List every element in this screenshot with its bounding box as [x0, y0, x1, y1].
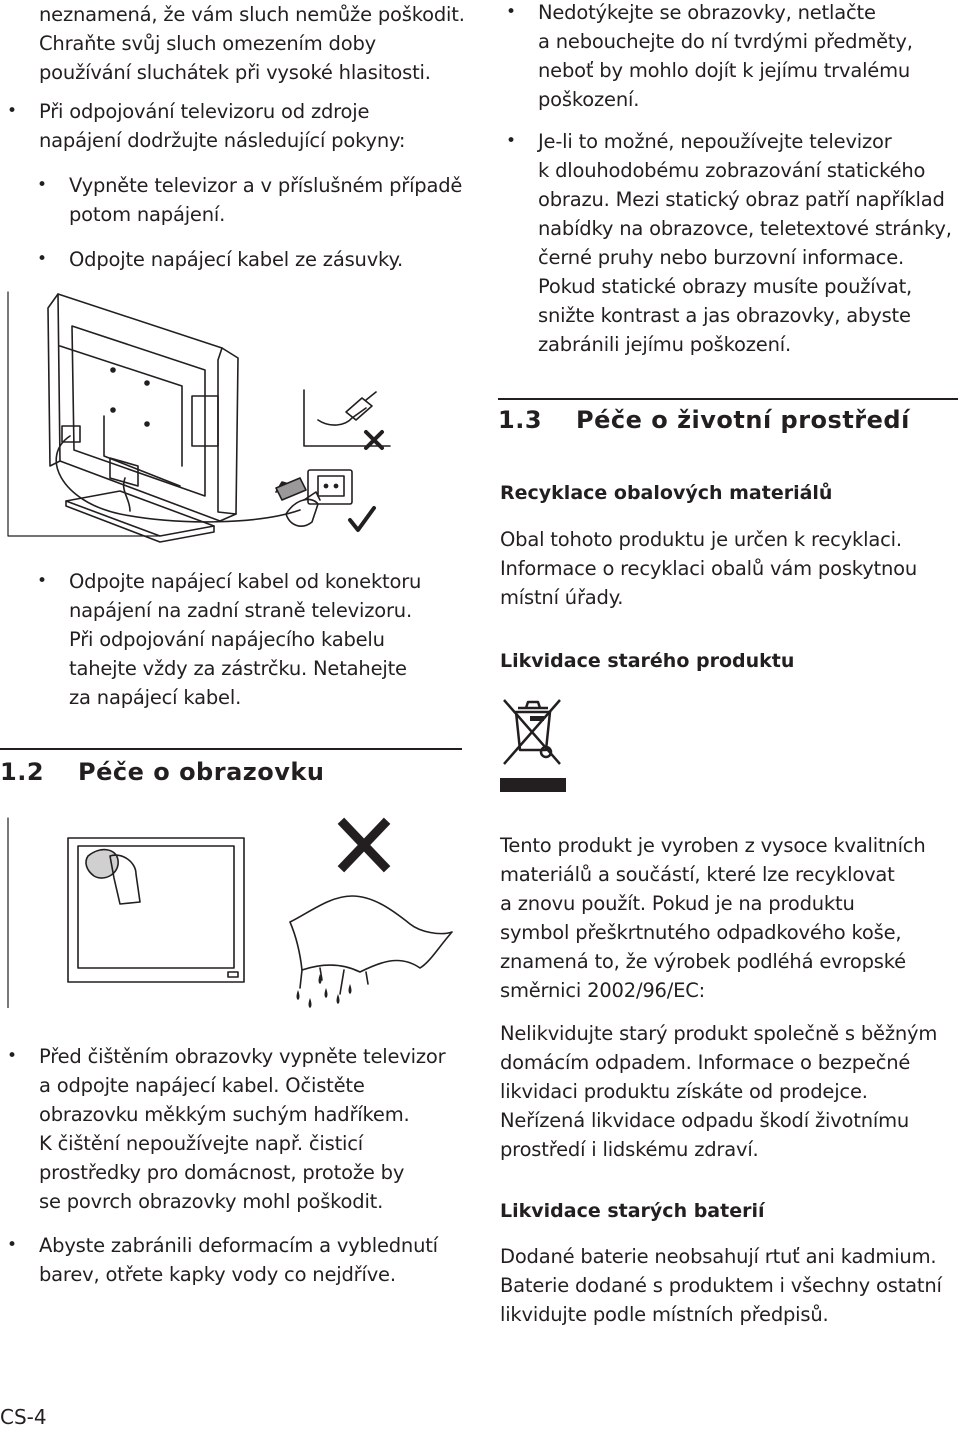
- text-line: • Odpojte napájecí kabel od konektoru: [69, 570, 422, 593]
- section-title: Péče o obrazovku: [78, 758, 325, 786]
- text-line: potom napájení.: [69, 203, 226, 226]
- recycling-heading: Recyklace obalových materiálů: [500, 482, 833, 504]
- section-heading-environment: [498, 406, 910, 434]
- screen-bullet-water-drops: [39, 1231, 438, 1289]
- text-line: likvidaci produktu získáte od prodejce.: [500, 1080, 868, 1103]
- text-line: domácím odpadem. Informace o bezpečné: [500, 1051, 911, 1074]
- section-title: Péče o životní prostředí: [576, 406, 910, 434]
- text-line: nabídky na obrazovce, teletextové stránky,: [538, 217, 952, 240]
- page-number: CS-4: [0, 1405, 47, 1429]
- text-line: • Vypněte televizor a v příslušném případě: [69, 174, 463, 197]
- text-line: Chraňte svůj sluch omezením doby: [39, 32, 376, 55]
- text-line: • Před čištěním obrazovky vypněte televizor: [39, 1045, 446, 1068]
- text-line: se povrch obrazovky mohl poškodit.: [39, 1190, 384, 1213]
- text-line: a nebouchejte do ní tvrdými předměty,: [538, 30, 913, 53]
- text-line: Neřízená likvidace odpadu škodí životnímu: [500, 1109, 910, 1132]
- screen-bullet-switch-off: [39, 1042, 445, 1216]
- text-line: poškození.: [538, 88, 640, 111]
- intro-paragraph: [39, 0, 465, 87]
- text-line: zabránili jejímu poškození.: [538, 333, 791, 356]
- section-rule: [0, 748, 462, 750]
- text-line: a znovu použít. Pokud je na produktu: [500, 892, 855, 915]
- text-line: • Nedotýkejte se obrazovky, netlačte: [538, 1, 876, 24]
- text-line: barev, otřete kapky vody co nejdříve.: [39, 1263, 396, 1286]
- text-line: neznamená, že vám sluch nemůže poškodit.: [39, 3, 465, 26]
- text-line: • Při odpojování televizoru od zdroje: [39, 100, 370, 123]
- text-line: Dodané baterie neobsahují rtuť ani kadmium.: [500, 1245, 937, 1268]
- text-line: likvidujte podle místních předpisů.: [500, 1303, 829, 1326]
- sub-bullet-unplug-socket: [69, 245, 403, 274]
- tv-unplug-illustration: [0, 286, 462, 548]
- section-rule: [498, 398, 958, 400]
- text-line: K čištění nepoužívejte např. čisticí: [39, 1132, 363, 1155]
- text-line: obrazu. Mezi statický obraz patří například: [538, 188, 945, 211]
- text-line: neboť by mohlo dojít k jejímu trvalému: [538, 59, 911, 82]
- section-heading-screen-care: [0, 758, 324, 786]
- cross-mark-icon: [344, 824, 384, 866]
- text-line: symbol přeškrtnutého odpadkového koše,: [500, 921, 902, 944]
- battery-heading: Likvidace starých baterií: [500, 1200, 765, 1222]
- text-line: Pokud statické obrazy musíte používat,: [538, 275, 913, 298]
- sub-bullet-unplug-connector: [69, 567, 421, 712]
- text-line: obrazovku měkkým suchým hadříkem.: [39, 1103, 410, 1126]
- check-mark-icon: [350, 508, 374, 530]
- text-line: používání sluchátek při vysoké hlasitosti.: [39, 61, 431, 84]
- text-line: prostředky pro domácnost, protože by: [39, 1161, 405, 1184]
- text-line: • Odpojte napájecí kabel ze zásuvky.: [69, 248, 404, 271]
- text-line: znamená to, že výrobek podléhá evropské: [500, 950, 906, 973]
- text-line: Baterie dodané s produktem i všechny ostatní: [500, 1274, 942, 1297]
- text-line: napájení dodržujte následující pokyny:: [39, 129, 406, 152]
- text-line: Při odpojování napájecího kabelu: [69, 628, 385, 651]
- disposal-paragraph-1: [500, 831, 926, 1005]
- disposal-paragraph-2: [500, 1019, 937, 1164]
- text-line: prostředí i lidskému zdraví.: [500, 1138, 759, 1161]
- text-line: a odpojte napájecí kabel. Očistěte: [39, 1074, 365, 1097]
- text-line: místní úřady.: [500, 586, 624, 609]
- text-line: k dlouhodobému zobrazování statického: [538, 159, 926, 182]
- bullet-static-image: [538, 127, 952, 359]
- text-line: • Je-li to možné, nepoužívejte televizor: [538, 130, 892, 153]
- text-line: směrnici 2002/96/EC:: [500, 979, 706, 1002]
- text-line: Obal tohoto produktu je určen k recyklaci.: [500, 528, 902, 551]
- text-line: Informace o recyklaci obalů vám poskytnou: [500, 557, 918, 580]
- text-line: materiálů a součástí, které lze recyklovat: [500, 863, 895, 886]
- text-line: snižte kontrast a jas obrazovky, abyste: [538, 304, 911, 327]
- bullet-do-not-touch: [538, 0, 913, 114]
- text-line: tahejte vždy za zástrčku. Netahejte: [69, 657, 407, 680]
- section-number: 1.3: [498, 406, 543, 434]
- text-line: napájení na zadní straně televizoru.: [69, 599, 412, 622]
- text-line: Nelikvidujte starý produkt společně s běžným: [500, 1022, 938, 1045]
- text-line: Tento produkt je vyroben z vysoce kvalitních: [500, 834, 926, 857]
- unplug-bullet: [39, 97, 405, 155]
- text-line: černé pruhy nebo burzovní informace.: [538, 246, 905, 269]
- text-line: • Abyste zabránili deformacím a vyblednutí: [39, 1234, 438, 1257]
- sub-bullet-switch-off: [69, 171, 462, 229]
- section-number: 1.2: [0, 758, 45, 786]
- text-line: za napájecí kabel.: [69, 686, 242, 709]
- recycling-paragraph: [500, 525, 917, 612]
- screen-cleaning-illustration: [0, 812, 462, 1008]
- disposal-heading: Likvidace starého produktu: [500, 650, 795, 672]
- crossed-out-wheelie-bin-icon: [500, 692, 566, 796]
- battery-paragraph: [500, 1242, 942, 1329]
